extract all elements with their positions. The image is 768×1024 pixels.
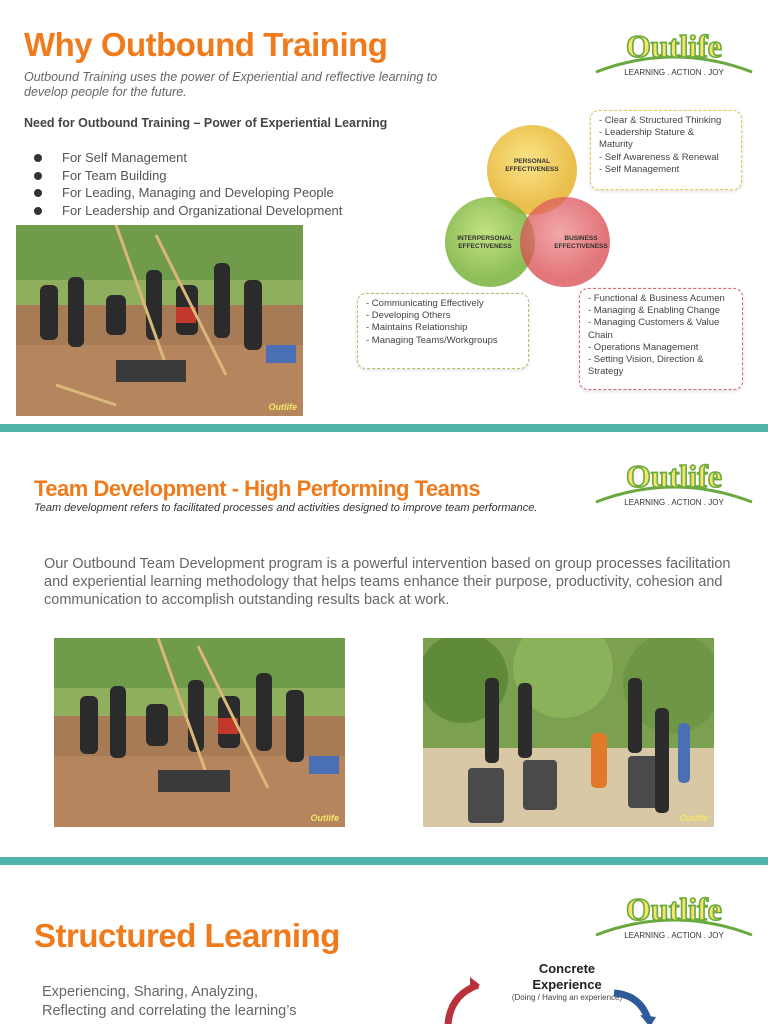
page-title: Team Development - High Performing Teams xyxy=(34,476,481,501)
list-item xyxy=(34,202,342,220)
business-effectiveness-box: - Functional & Business Acumen - Managing & Enabling Change - Managing Customers & Value Chain - Operations Management - Setting Vision, Direction & Strategy xyxy=(579,288,743,390)
benefits-list xyxy=(34,149,342,219)
need-heading: Need for Outbound Training – Power of Experiential Learning xyxy=(24,116,388,130)
bullet-icon xyxy=(34,172,42,180)
slide-divider xyxy=(0,424,768,432)
team-activity-photo-2 xyxy=(423,638,714,827)
logo-tagline: LEARNING . ACTION . JOY xyxy=(624,498,724,507)
program-description: Our Outbound Team Development program is a powerful intervention based on group processes facilitation and experiential learning methodology that helps teams enhance their purpose, productivity, cohesion and communication to accomplish outstanding results back at work. xyxy=(44,556,731,608)
interpersonal-effectiveness-box: - Communicating Effectively - Developing Others - Maintains Relationship - Managing Teams/Workgroups xyxy=(357,293,529,369)
slide-divider xyxy=(0,857,768,865)
effectiveness-venn-diagram xyxy=(355,105,750,395)
interpersonal-effectiveness-label: INTERPERSONAL EFFECTIVENESS xyxy=(457,235,513,250)
list-item xyxy=(34,184,342,202)
personal-effectiveness-box: - Clear & Structured Thinking - Leadership Stature & Maturity - Self Awareness & Renewal - Self Management xyxy=(590,110,742,190)
slide-subtitle: Team development refers to facilitated processes and activities designed to improve team performance. xyxy=(34,502,538,514)
team-activity-photo-1 xyxy=(54,638,345,827)
outlife-logo xyxy=(594,885,754,941)
outlife-logo xyxy=(594,22,754,78)
logo-tagline: LEARNING . ACTION . JOY xyxy=(624,931,724,940)
bullet-icon xyxy=(34,154,42,162)
bullet-icon xyxy=(34,189,42,197)
bullet-text: For Leadership and Organizational Development xyxy=(62,202,343,218)
slide-why-outbound-training xyxy=(0,0,768,424)
list-item xyxy=(34,149,342,167)
structured-learning-description: Experiencing, Sharing, Analyzing, Reflecting and correlating the learning’s xyxy=(42,984,297,1019)
logo-wordmark: Outlife xyxy=(626,458,722,494)
business-effectiveness-label: BUSINESS EFFECTIVENESS xyxy=(554,235,608,250)
photo-watermark: Outlife xyxy=(310,813,339,823)
page-title: Structured Learning xyxy=(34,917,340,954)
bullet-text: For Self Management xyxy=(62,150,188,165)
logo-wordmark: Outlife xyxy=(626,28,722,64)
cycle-arrow-left-icon xyxy=(440,975,480,1024)
concrete-experience-label: Concrete Experience (Doing / Having an experience) xyxy=(511,961,623,1002)
personal-effectiveness-label: PERSONAL EFFECTIVENESS xyxy=(505,158,559,173)
logo-tagline: LEARNING . ACTION . JOY xyxy=(624,68,724,77)
slide-subtitle: Outbound Training uses the power of Experiential and reflective learning to develop people for the future. xyxy=(24,70,438,99)
bullet-text: For Leading, Managing and Developing People xyxy=(62,185,334,200)
slide-team-development xyxy=(0,432,768,857)
outlife-logo xyxy=(594,452,754,508)
cycle-arrow-right-icon xyxy=(612,987,657,1024)
list-item xyxy=(34,167,342,185)
photo-watermark: Outlife xyxy=(679,813,708,823)
bullet-icon xyxy=(34,207,42,215)
bullet-text: For Team Building xyxy=(62,167,167,183)
slide-structured-learning xyxy=(0,865,768,1024)
page-title: Why Outbound Training xyxy=(24,26,388,63)
photo-watermark: Outlife xyxy=(268,402,297,412)
team-building-photo xyxy=(16,225,303,416)
logo-wordmark: Outlife xyxy=(626,891,722,927)
